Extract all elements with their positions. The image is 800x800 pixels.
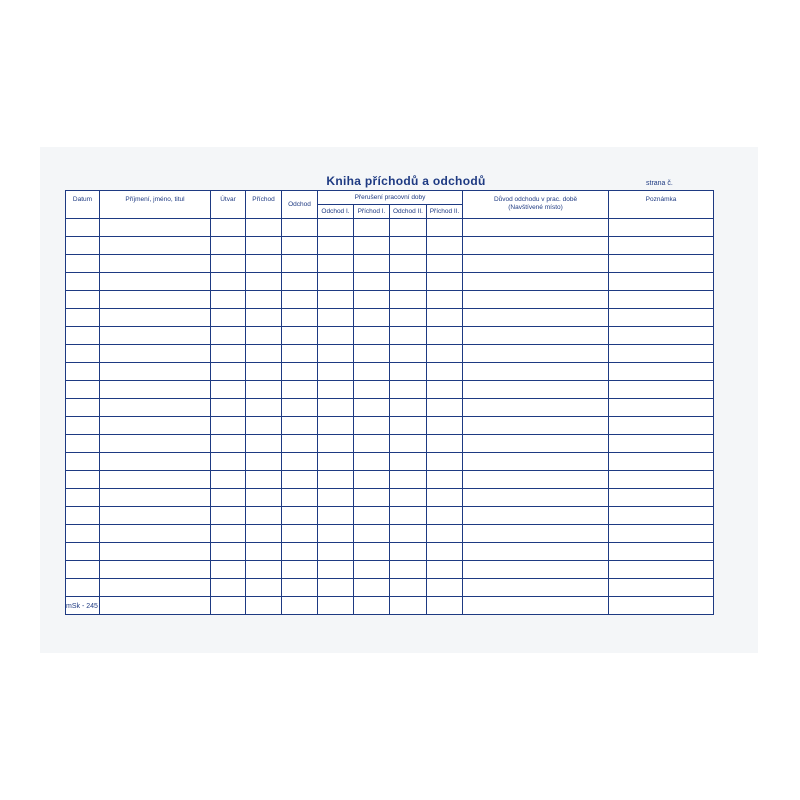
table-cell[interactable] [354,489,390,507]
table-cell[interactable] [66,327,100,345]
table-cell[interactable] [609,291,714,309]
table-cell[interactable] [282,381,318,399]
header-utvar: Útvar [211,191,246,219]
table-cell[interactable] [427,525,463,543]
table-cell[interactable] [318,381,354,399]
table-cell[interactable] [609,543,714,561]
table-cell[interactable] [211,579,246,597]
table-cell[interactable] [463,489,609,507]
table-row [66,543,714,561]
table-cell[interactable] [66,291,100,309]
table-cell[interactable] [282,471,318,489]
table-cell[interactable] [427,471,463,489]
table-cell[interactable] [100,345,211,363]
table-cell[interactable] [66,273,100,291]
table-cell[interactable] [427,579,463,597]
table-cell[interactable] [318,237,354,255]
table-cell[interactable] [609,273,714,291]
table-cell[interactable] [211,237,246,255]
table-cell[interactable] [66,579,100,597]
table-body [66,219,714,615]
table-cell[interactable] [427,597,463,615]
table-cell[interactable] [609,561,714,579]
table-row [66,453,714,471]
table-row [66,579,714,597]
table-cell[interactable] [427,309,463,327]
table-cell[interactable] [282,219,318,237]
table-cell[interactable] [246,291,282,309]
table-cell[interactable] [354,471,390,489]
table-cell[interactable] [427,327,463,345]
table-cell[interactable] [427,255,463,273]
table-cell[interactable] [100,291,211,309]
table-row [66,255,714,273]
table-cell[interactable] [318,399,354,417]
table-cell[interactable] [427,417,463,435]
table-cell[interactable] [100,597,211,615]
table-cell[interactable] [100,237,211,255]
table-cell[interactable] [390,237,427,255]
table-cell[interactable] [211,381,246,399]
table-cell[interactable] [463,363,609,381]
table-cell[interactable] [318,453,354,471]
table-cell[interactable] [609,381,714,399]
table-cell[interactable] [211,345,246,363]
table-cell[interactable] [66,561,100,579]
table-cell[interactable] [609,255,714,273]
table-cell[interactable] [318,417,354,435]
header-odchod-1: Odchod I. [318,205,354,219]
table-cell[interactable] [427,219,463,237]
table-cell[interactable] [318,219,354,237]
table-cell[interactable] [609,453,714,471]
table-cell[interactable] [318,345,354,363]
table-cell[interactable] [66,525,100,543]
table-cell[interactable] [282,579,318,597]
table-cell[interactable] [390,291,427,309]
table-row [66,435,714,453]
table-cell[interactable] [609,525,714,543]
header-prichod-1: Příchod I. [354,205,390,219]
table-cell[interactable] [211,435,246,453]
table-cell[interactable] [100,453,211,471]
table-cell[interactable] [66,237,100,255]
table-cell[interactable] [211,507,246,525]
table-cell[interactable] [318,597,354,615]
table-cell[interactable] [427,543,463,561]
attendance-table [65,190,714,615]
table-cell[interactable] [390,309,427,327]
table-cell[interactable] [318,489,354,507]
table-cell[interactable] [100,399,211,417]
table-cell[interactable] [100,435,211,453]
table-cell[interactable] [318,273,354,291]
table-cell[interactable] [66,417,100,435]
table-cell[interactable] [354,237,390,255]
table-cell[interactable] [282,525,318,543]
table-cell[interactable] [66,219,100,237]
table-cell[interactable] [390,489,427,507]
table-cell[interactable] [66,543,100,561]
table-cell[interactable] [246,543,282,561]
table-cell[interactable] [427,399,463,417]
table-cell[interactable] [390,561,427,579]
table-cell[interactable] [100,543,211,561]
table-cell[interactable] [463,291,609,309]
table-cell[interactable] [463,327,609,345]
table-cell[interactable] [211,327,246,345]
table-cell[interactable] [66,345,100,363]
table-cell[interactable] [318,471,354,489]
table-cell[interactable] [609,219,714,237]
table-cell[interactable] [463,219,609,237]
table-cell[interactable] [282,363,318,381]
table-cell[interactable] [354,597,390,615]
table-cell[interactable] [246,255,282,273]
table-cell[interactable] [318,327,354,345]
table-cell[interactable] [609,417,714,435]
table-cell[interactable] [100,561,211,579]
table-cell[interactable] [427,561,463,579]
table-cell[interactable] [246,561,282,579]
table-cell[interactable] [427,273,463,291]
table-cell[interactable] [211,489,246,507]
table-cell[interactable] [609,489,714,507]
table-cell[interactable] [66,435,100,453]
table-cell[interactable] [609,507,714,525]
table-cell[interactable] [354,309,390,327]
table-cell[interactable] [390,417,427,435]
table-cell[interactable] [211,363,246,381]
table-cell[interactable] [100,327,211,345]
table-cell[interactable] [427,453,463,471]
table-cell[interactable] [318,435,354,453]
table-cell[interactable] [211,309,246,327]
table-cell[interactable] [318,507,354,525]
table-cell[interactable] [100,255,211,273]
table-cell[interactable] [354,219,390,237]
table-cell[interactable] [318,579,354,597]
table-cell[interactable] [282,435,318,453]
table-cell[interactable] [354,453,390,471]
table-cell[interactable] [66,507,100,525]
table-cell[interactable] [211,453,246,471]
page-number-label: strana č. [646,180,673,187]
table-cell[interactable] [282,255,318,273]
table-cell[interactable] [100,381,211,399]
table-row [66,381,714,399]
table-row [66,525,714,543]
table-cell[interactable] [282,561,318,579]
table-cell[interactable] [609,309,714,327]
table-cell[interactable] [354,525,390,543]
table-cell[interactable] [246,273,282,291]
table-cell[interactable] [463,435,609,453]
table-cell[interactable] [211,471,246,489]
table-cell[interactable] [427,489,463,507]
table-cell[interactable] [390,399,427,417]
table-row [66,273,714,291]
table-cell[interactable] [609,399,714,417]
table-cell[interactable] [463,453,609,471]
table-cell[interactable] [66,255,100,273]
table-cell[interactable] [354,291,390,309]
header-reason-line2: (Navštívené místo) [508,203,563,211]
table-cell[interactable] [100,579,211,597]
table-cell[interactable] [390,255,427,273]
table-cell[interactable] [390,453,427,471]
header-odchod-2: Odchod II. [390,205,427,219]
table-row [66,489,714,507]
form-title: Kniha příchodů a odchodů [326,174,486,188]
table-cell[interactable] [390,507,427,525]
table-cell[interactable] [282,291,318,309]
table-row [66,363,714,381]
table-cell[interactable] [390,579,427,597]
table-cell[interactable] [354,273,390,291]
table-cell[interactable] [609,597,714,615]
header-name: Příjmení, jméno, titul [100,191,211,219]
table-row [66,507,714,525]
table-cell[interactable] [246,381,282,399]
table-cell[interactable] [354,327,390,345]
table-cell[interactable] [318,255,354,273]
table-cell[interactable] [354,345,390,363]
table-cell[interactable] [100,525,211,543]
table-cell[interactable] [609,363,714,381]
table-cell[interactable] [318,525,354,543]
table-cell[interactable] [246,345,282,363]
table-row [66,345,714,363]
table-cell[interactable] [354,363,390,381]
table-cell[interactable] [246,435,282,453]
table-cell[interactable] [463,417,609,435]
table-cell[interactable] [609,435,714,453]
table-cell[interactable] [211,543,246,561]
table-row [66,291,714,309]
table-cell[interactable] [100,363,211,381]
table-cell[interactable] [66,453,100,471]
table-cell[interactable] [390,327,427,345]
table-row [66,597,714,615]
table-cell[interactable] [66,471,100,489]
table-cell[interactable] [282,399,318,417]
table-cell[interactable] [100,417,211,435]
table-cell[interactable] [463,273,609,291]
table-cell[interactable] [246,417,282,435]
table-cell[interactable] [100,489,211,507]
table-row [66,327,714,345]
table-cell[interactable] [246,489,282,507]
table-cell[interactable] [282,597,318,615]
table-cell[interactable] [282,507,318,525]
table-cell[interactable] [246,237,282,255]
table-cell[interactable] [211,273,246,291]
table-cell[interactable] [354,381,390,399]
table-cell[interactable] [211,291,246,309]
table-cell[interactable] [211,399,246,417]
form-code: mSk - 245 [66,603,98,610]
table-cell[interactable] [282,489,318,507]
table-cell[interactable] [246,525,282,543]
table-row [66,237,714,255]
table-cell[interactable] [246,363,282,381]
table-cell[interactable] [318,543,354,561]
table-cell[interactable] [246,399,282,417]
table-cell[interactable] [246,507,282,525]
table-cell[interactable] [427,507,463,525]
table-cell[interactable] [463,579,609,597]
header-reason [463,191,609,219]
table-cell[interactable] [282,543,318,561]
table-cell[interactable] [211,561,246,579]
table-row [66,309,714,327]
table-cell[interactable] [390,345,427,363]
table-cell[interactable] [246,309,282,327]
table-cell[interactable] [390,219,427,237]
table-cell[interactable] [100,309,211,327]
table-cell[interactable] [318,309,354,327]
table-cell[interactable] [354,561,390,579]
table-cell[interactable] [390,435,427,453]
table-cell[interactable] [427,291,463,309]
table-cell[interactable] [609,237,714,255]
table-cell[interactable] [390,471,427,489]
table-cell[interactable] [100,219,211,237]
table-cell[interactable] [354,435,390,453]
table-cell[interactable] [427,345,463,363]
table-cell[interactable] [463,309,609,327]
header-reason-line1: Důvod odchodu v prac. době [493,196,578,203]
table-cell[interactable] [463,399,609,417]
table-cell[interactable] [318,291,354,309]
table-cell[interactable] [318,561,354,579]
table-cell[interactable] [282,417,318,435]
header-odchod: Odchod [282,191,318,219]
table-cell[interactable] [354,579,390,597]
table-cell[interactable] [609,327,714,345]
table-cell[interactable] [211,417,246,435]
table-cell[interactable] [463,471,609,489]
table-cell[interactable] [100,273,211,291]
table-cell[interactable] [66,309,100,327]
table-cell[interactable] [354,507,390,525]
table-cell[interactable] [354,255,390,273]
table-cell[interactable] [246,597,282,615]
table-cell[interactable] [427,381,463,399]
header-prichod-2: Příchod II. [427,205,463,219]
table-cell[interactable] [463,525,609,543]
table-cell[interactable] [282,273,318,291]
table-cell[interactable] [427,435,463,453]
table-cell[interactable] [609,579,714,597]
table-cell[interactable] [211,525,246,543]
table-cell[interactable] [390,597,427,615]
table-cell[interactable] [609,345,714,363]
table-cell[interactable] [427,237,463,255]
table-cell[interactable] [463,561,609,579]
table-cell[interactable] [211,255,246,273]
table-cell[interactable] [211,597,246,615]
table-cell[interactable] [246,453,282,471]
table-cell[interactable] [463,381,609,399]
header-datum: Datum [66,191,100,219]
table-cell[interactable] [66,363,100,381]
table-cell[interactable] [246,219,282,237]
table-cell[interactable] [427,363,463,381]
table-cell[interactable] [246,327,282,345]
table-cell[interactable] [463,345,609,363]
table-cell[interactable] [390,273,427,291]
table-cell[interactable] [100,507,211,525]
table-row [66,399,714,417]
table-cell[interactable] [282,237,318,255]
table-cell[interactable] [246,579,282,597]
table-cell[interactable] [390,381,427,399]
table-cell[interactable] [282,453,318,471]
table-row [66,219,714,237]
table-cell[interactable] [463,597,609,615]
table-cell[interactable] [463,507,609,525]
table-cell[interactable] [463,237,609,255]
table-cell[interactable] [354,399,390,417]
table-cell[interactable] [609,471,714,489]
table-row [66,417,714,435]
table-cell[interactable] [282,345,318,363]
table-cell[interactable] [318,363,354,381]
table-cell[interactable] [390,543,427,561]
table-cell[interactable] [463,255,609,273]
table-cell[interactable] [66,489,100,507]
header-prichod: Příchod [246,191,282,219]
table-cell[interactable] [463,543,609,561]
table-row [66,471,714,489]
table-cell[interactable] [66,381,100,399]
header-preruseni: Přerušení pracovní doby [318,191,463,205]
table-cell[interactable] [282,309,318,327]
table-cell[interactable] [390,525,427,543]
table-cell[interactable] [390,363,427,381]
table-row [66,561,714,579]
table-cell[interactable] [100,471,211,489]
table-cell[interactable] [246,471,282,489]
table-cell[interactable] [66,399,100,417]
table-cell[interactable] [354,417,390,435]
table-cell[interactable] [354,543,390,561]
table-cell[interactable] [282,327,318,345]
table-cell[interactable] [211,219,246,237]
header-note: Poznámka [609,191,714,219]
